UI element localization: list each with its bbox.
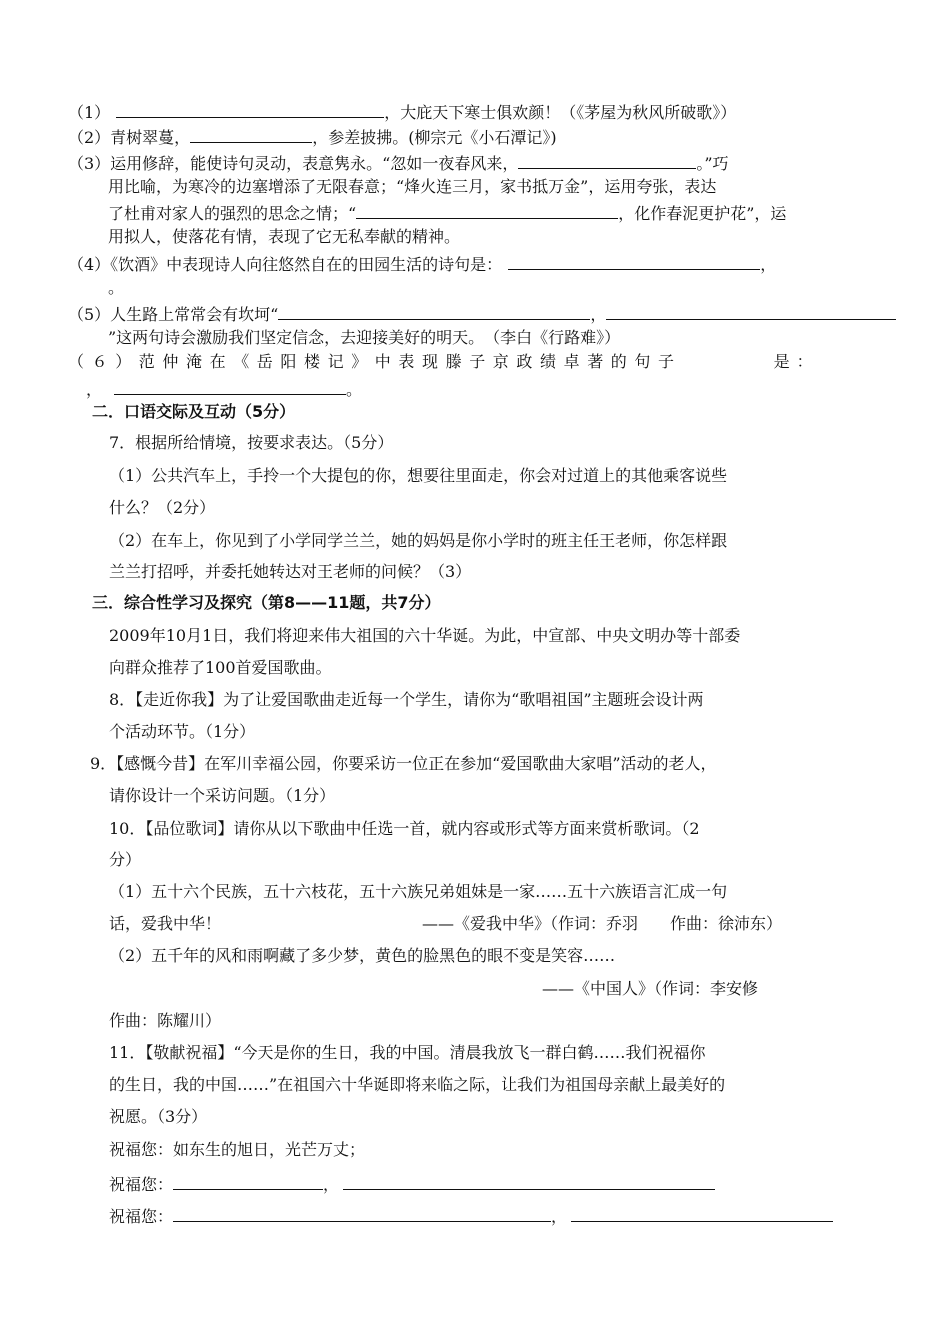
q6-6-comma: ， bbox=[86, 380, 103, 399]
q6-line-4 bbox=[108, 177, 716, 197]
answer-blank[interactable] bbox=[508, 253, 760, 270]
song2-source: ——《中国人》（作词：李安修 bbox=[542, 979, 759, 998]
answer-blank[interactable] bbox=[356, 202, 618, 219]
q6-line-7 bbox=[68, 253, 776, 275]
blessing-comma: ， bbox=[323, 1175, 340, 1194]
q9-line1: 9．【感慨今昔】在军川幸福公园，你要采访一位正在参加“爱国歌曲大家唱”活动的老人， bbox=[90, 754, 717, 773]
q6-6-tail: 是： bbox=[773, 352, 820, 371]
blessing-line-2 bbox=[109, 1173, 715, 1195]
q6-3-tail: 。”巧 bbox=[696, 154, 729, 173]
intro-line2: 向群众推荐了100首爱国歌曲。 bbox=[109, 658, 332, 677]
q6-1-number: （1） bbox=[68, 103, 111, 122]
q6-line-3 bbox=[68, 152, 729, 174]
q6-line-12 bbox=[86, 378, 362, 400]
answer-blank[interactable] bbox=[606, 303, 896, 320]
q6-2-source: ，参差披拂。(柳宗元《小石潭记》) bbox=[312, 128, 557, 147]
q7-part2-line2: 兰兰打招呼，并委托她转达对王老师的问候？（3） bbox=[109, 562, 472, 581]
q6-line-1 bbox=[68, 101, 736, 123]
q6-3-cont-2: 了杜甫对家人的强烈的思念之情；“ bbox=[108, 204, 357, 223]
answer-blank[interactable] bbox=[116, 101, 384, 118]
q6-4-tail: ， bbox=[760, 255, 777, 274]
answer-blank[interactable] bbox=[343, 1173, 715, 1190]
q6-3-cont-1: 用比喻，为寒冷的边塞增添了无限春意；“烽火连三月，家书抵万金”，运用夸张，表达 bbox=[108, 177, 717, 196]
section-3-heading: 三．综合性学习及探究（第8——11题，共7分） bbox=[92, 593, 441, 612]
answer-blank[interactable] bbox=[173, 1205, 551, 1222]
q6-4-end: 。 bbox=[108, 278, 125, 297]
q6-3-text: （3）运用修辞，能使诗句灵动，表意隽永。“忽如一夜春风来， bbox=[68, 154, 519, 173]
q7-part2-line1: （2）在车上，你见到了小学同学兰兰，她的妈妈是你小学时的班主任王老师，你怎样跟 bbox=[109, 531, 728, 550]
q6-line-2 bbox=[68, 126, 557, 148]
song2-line2: 作曲：陈耀川） bbox=[109, 1011, 222, 1030]
q7-part1-line1: （1）公共汽车上，手拎一个大提包的你，想要往里面走，你会对过道上的其他乘客说些 bbox=[109, 466, 728, 485]
q6-3-cont-2-tail: ，化作春泥更护花”，运 bbox=[618, 204, 787, 223]
q11-line1: 11．【敬献祝福】“今天是你的生日，我的中国。清晨我放飞一群白鹤……我们祝福你 bbox=[109, 1043, 706, 1062]
q6-6-text: （６）范仲淹在《岳阳楼记》中表现滕子京政绩卓著的句子 bbox=[68, 352, 682, 371]
blessing-line-3 bbox=[109, 1205, 833, 1227]
q11-line2: 的生日，我的中国……”在祖国六十华诞即将来临之际，让我们为祖国母亲献上最美好的 bbox=[109, 1075, 726, 1094]
q8-line1: 8．【走近你我】为了让爱国歌曲走近每一个学生，请你为“歌唱祖国”主题班会设计两 bbox=[109, 690, 704, 709]
song1-line1: （1）五十六个民族，五十六枝花，五十六族兄弟姐妹是一家……五十六族语言汇成一句 bbox=[109, 882, 728, 901]
song1-line2: 话，爱我中华！ bbox=[109, 914, 222, 933]
q10-line1: 10．【品位歌词】请你从以下歌曲中任选一首，就内容或形式等方面来赏析歌词。（2 bbox=[109, 819, 700, 838]
q7-part1-line2: 什么？（2分） bbox=[109, 498, 216, 517]
q6-5-comma: ， bbox=[590, 305, 607, 324]
q6-line-9 bbox=[68, 303, 896, 325]
q6-5-cont: ”这两句诗会激励我们坚定信念，去迎接美好的明天。 （李白《行路难》） bbox=[108, 328, 621, 347]
q6-1-text: ，大庇天下寒士俱欢颜！（《茅屋为秋风所破歌》） bbox=[384, 103, 737, 122]
song2-line1: （2）五千年的风和雨啊藏了多少梦，黄色的脸黑色的眼不变是笑容…… bbox=[109, 946, 616, 965]
blessing-label: 祝福您： bbox=[109, 1207, 174, 1226]
q8-line2: 个活动环节。（1分） bbox=[109, 722, 256, 741]
song1-source: ——《爱我中华》（作词：乔羽 作曲：徐沛东） bbox=[422, 914, 783, 933]
blessing-example: 祝福您：如东生的旭日，光芒万丈； bbox=[109, 1140, 366, 1159]
q6-line-11 bbox=[68, 352, 820, 372]
q6-6-end: 。 bbox=[346, 380, 363, 399]
q6-line-8 bbox=[108, 278, 124, 298]
q9-line2: 请你设计一个采访问题。（1分） bbox=[109, 786, 336, 805]
q6-line-5 bbox=[108, 202, 786, 224]
answer-blank[interactable] bbox=[278, 303, 590, 320]
q6-line-10 bbox=[108, 328, 620, 348]
q6-2-text: （2）青树翠蔓， bbox=[68, 128, 191, 147]
answer-blank[interactable] bbox=[518, 152, 696, 169]
q10-line2: 分） bbox=[109, 850, 142, 869]
answer-blank[interactable] bbox=[114, 378, 346, 395]
q7-title: 7．根据所给情境，按要求表达。（5分） bbox=[109, 433, 394, 452]
q11-line3: 祝愿。（3分） bbox=[109, 1107, 208, 1126]
q6-line-6 bbox=[108, 227, 460, 247]
blessing-label: 祝福您： bbox=[109, 1175, 174, 1194]
q6-3-cont-3: 用拟人，使落花有情，表现了它无私奉献的精神。 bbox=[108, 227, 461, 246]
intro-line1: 2009年10月1日，我们将迎来伟大祖国的六十华诞。为此，中宣部、中央文明办等十部委 bbox=[109, 626, 741, 645]
blessing-comma: ， bbox=[551, 1207, 568, 1226]
section-2-heading: 二．口语交际及互动（5分） bbox=[92, 402, 296, 421]
answer-blank[interactable] bbox=[173, 1173, 323, 1190]
q6-4-text: （4）《饮酒》中表现诗人向往悠然自在的田园生活的诗句是： bbox=[68, 255, 503, 274]
q6-5-text: （5）人生路上常常会有坎坷“ bbox=[68, 305, 279, 324]
answer-blank[interactable] bbox=[571, 1205, 833, 1222]
answer-blank[interactable] bbox=[190, 126, 312, 143]
